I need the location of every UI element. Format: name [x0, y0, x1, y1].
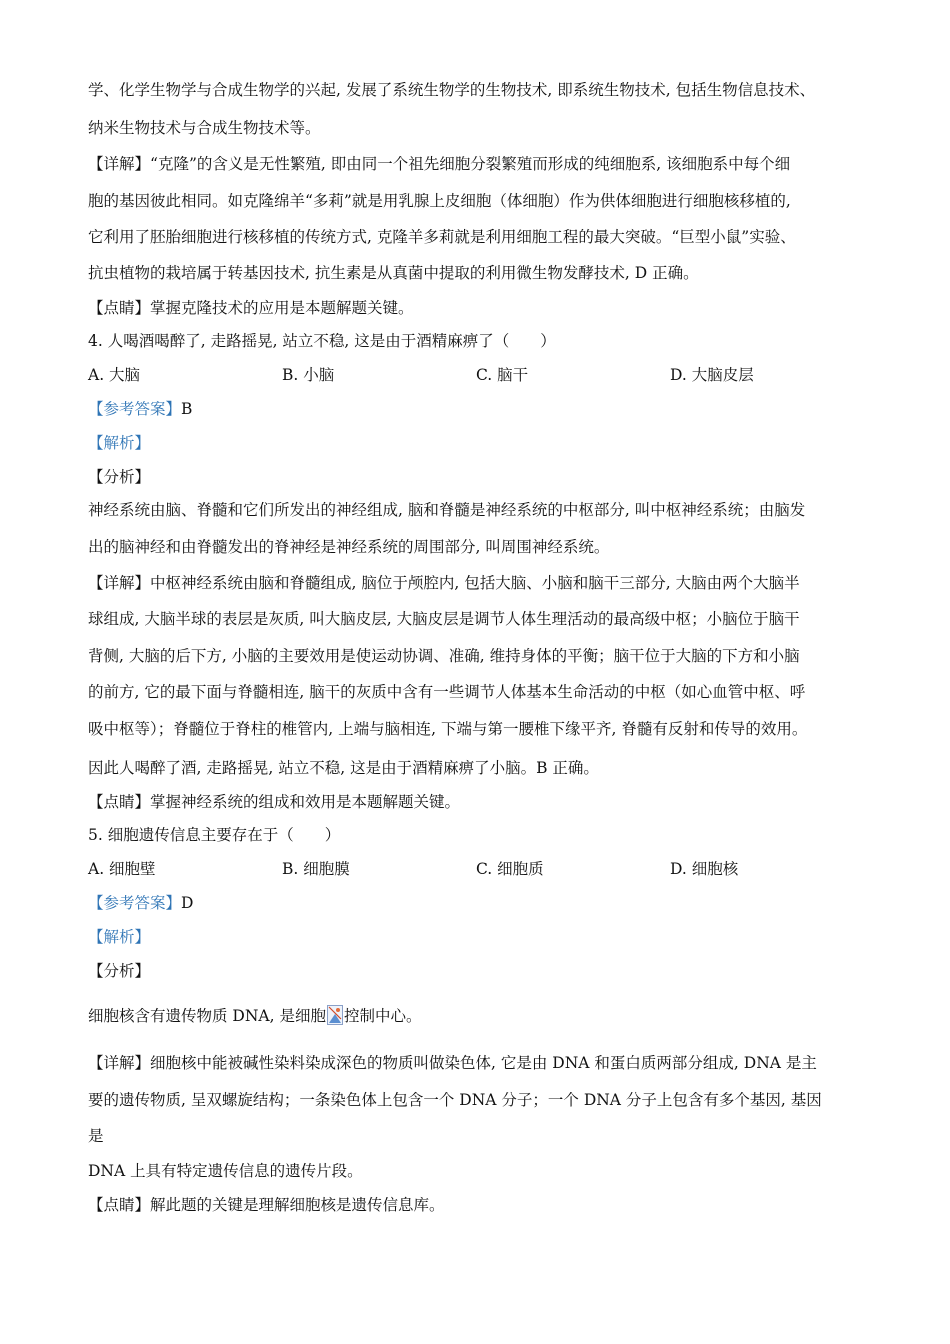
q4-analysis-label: 【解析】 — [88, 434, 151, 452]
answer-value: B — [181, 400, 193, 418]
answer-value: D — [181, 894, 194, 912]
q4-fenxi-line-2: 出的脑神经和由脊髓发出的脊神经是神经系统的周围部分, 叫周围神经系统。 — [88, 538, 610, 556]
q5-detail-line-3: 是 — [88, 1127, 104, 1145]
q5-option-a: A. 细胞壁 — [88, 860, 156, 878]
broken-image-icon — [327, 1005, 343, 1025]
q5-option-b: B. 细胞膜 — [282, 860, 350, 878]
q4-detail-line-1: 【详解】中枢神经系统由脑和脊髓组成, 脑位于颅腔内, 包括大脑、小脑和脑干三部分, 大脑由两个大脑半 — [88, 574, 800, 592]
q4-fenxi-label: 【分析】 — [88, 468, 151, 486]
detail-label: 【详解】 — [88, 574, 151, 592]
q5-detail-line-1: 【详解】细胞核中能被碱性染料染成深色的物质叫做染色体, 它是由 DNA 和蛋白质两部分组成, DNA 是主 — [88, 1054, 817, 1072]
intro-line-2: 纳米生物技术与合成生物技术等。 — [88, 119, 321, 137]
q4-detail-line-4: 的前方, 它的最下面与脊髓相连, 脑干的灰质中含有一些调节人体基本生命活动的中枢（如心血管中枢、呼 — [88, 683, 806, 701]
detail-label: 【详解】 — [88, 155, 151, 173]
q4-question: 4. 人喝酒喝醉了, 走路摇晃, 站立不稳, 这是由于酒精麻痹了（ ） — [88, 332, 556, 350]
q3-detail-line-4: 抗虫植物的栽培属于转基因技术, 抗生素是从真菌中提取的利用微生物发酵技术, D 正确。 — [88, 264, 699, 282]
answer-label: 【参考答案】 — [88, 400, 182, 418]
q4-detail-line-6: 因此人喝醉了酒, 走路摇晃, 站立不稳, 这是由于酒精麻痹了小脑。B 正确。 — [88, 759, 599, 777]
detail-label: 【详解】 — [88, 1054, 151, 1072]
q3-detail-line-1: 【详解】“克隆”的含义是无性繁殖, 即由同一个祖先细胞分裂繁殖而形成的纯细胞系, 该细胞系中每个细 — [88, 155, 791, 173]
q5-tip: 【点睛】解此题的关键是理解细胞核是遗传信息库。 — [88, 1196, 445, 1214]
answer-label: 【参考答案】 — [88, 894, 182, 912]
q5-answer — [88, 892, 193, 914]
q3-tip: 【点睛】掌握克隆技术的应用是本题解题关键。 — [88, 299, 414, 317]
q4-fenxi-line-1: 神经系统由脑、脊髓和它们所发出的神经组成, 脑和脊髓是神经系统的中枢部分, 叫中枢神经系统；由脑发 — [88, 501, 806, 519]
q4-option-b: B. 小脑 — [282, 366, 335, 384]
q3-detail-line-2: 胞的基因彼此相同。如克隆绵羊“多莉”就是用乳腺上皮细胞（体细胞）作为供体细胞进行细胞核移植的, — [88, 192, 791, 210]
tip-label: 【点睛】 — [88, 793, 151, 811]
q4-option-c: C. 脑干 — [476, 366, 529, 384]
q4-detail-line-3: 背侧, 大脑的后下方, 小脑的主要效用是使运动协调、准确, 维持身体的平衡；脑干位于大脑的下方和小脑 — [88, 647, 800, 665]
q4-option-a: A. 大脑 — [88, 366, 141, 384]
q3-detail-line-3: 它利用了胚胎细胞进行核移植的传统方式, 克隆羊多莉就是利用细胞工程的最大突破。“巨型小鼠”实验、 — [88, 228, 796, 246]
q5-detail-line-4: DNA 上具有特定遗传信息的遗传片段。 — [88, 1162, 363, 1180]
q4-option-d: D. 大脑皮层 — [670, 366, 754, 384]
q5-detail-line-2: 要的遗传物质, 呈双螺旋结构；一条染色体上包含一个 DNA 分子；一个 DNA 分子上包含有多个基因, 基因 — [88, 1091, 822, 1109]
q4-detail-line-2: 球组成, 大脑半球的表层是灰质, 叫大脑皮层, 大脑皮层是调节人体生理活动的最高级中枢；小脑位于脑干 — [88, 610, 800, 628]
q4-tip: 【点睛】掌握神经系统的组成和效用是本题解题关键。 — [88, 793, 461, 811]
q4-answer — [88, 398, 192, 420]
intro-line-1: 学、化学生物学与合成生物学的兴起, 发展了系统生物学的生物技术, 即系统生物技术, 包括生物信息技术、 — [88, 81, 816, 99]
q4-detail-line-5: 吸中枢等）；脊髓位于脊柱的椎管内, 上端与脑相连, 下端与第一腰椎下缘平齐, 脊髓有反射和传导的效用。 — [88, 720, 808, 738]
q5-question: 5. 细胞遗传信息主要存在于（ ） — [88, 826, 341, 844]
q5-fenxi-label: 【分析】 — [88, 962, 151, 980]
tip-label: 【点睛】 — [88, 299, 151, 317]
tip-label: 【点睛】 — [88, 1196, 151, 1214]
q5-fenxi-line: 细胞核含有遗传物质 DNA, 是细胞 控制中心。 — [88, 1007, 422, 1025]
q5-option-d: D. 细胞核 — [670, 860, 739, 878]
q5-option-c: C. 细胞质 — [476, 860, 544, 878]
q5-analysis-label: 【解析】 — [88, 928, 151, 946]
